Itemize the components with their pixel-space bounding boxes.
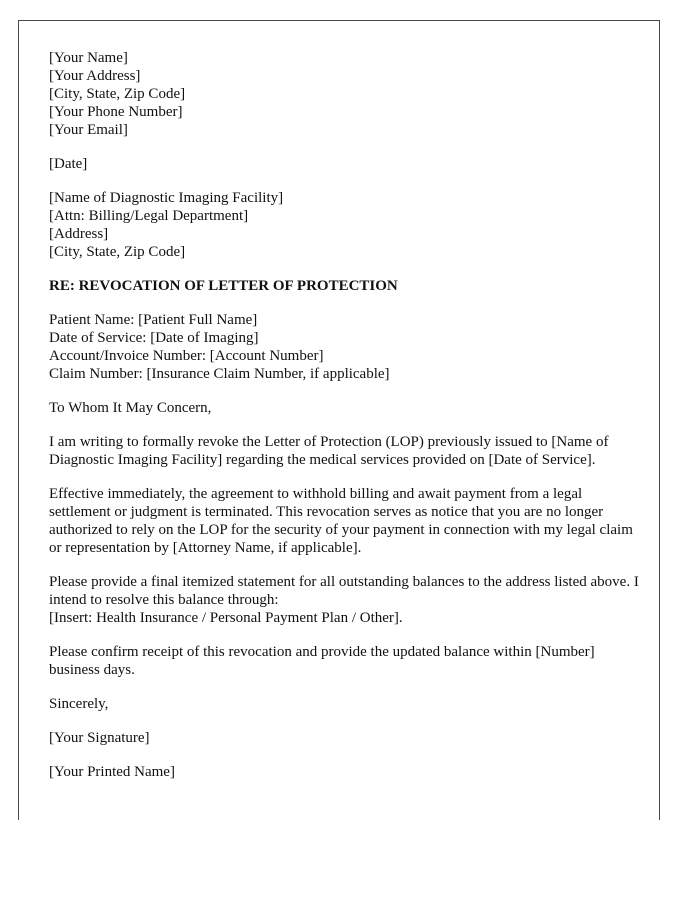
account-number: Account/Invoice Number: [Account Number] xyxy=(49,348,324,364)
patient-name: Patient Name: [Patient Full Name] xyxy=(49,312,258,328)
details-block xyxy=(49,311,645,383)
payment-options: [Insert: Health Insurance / Personal Payment Plan / Other]. xyxy=(49,610,403,626)
sender-name: [Your Name] xyxy=(49,50,128,66)
paragraph-statement-request xyxy=(49,573,645,627)
paragraph-confirmation: Please confirm receipt of this revocation and provide the updated balance within [Number] business days. xyxy=(49,644,595,678)
closing: Sincerely, xyxy=(49,696,109,712)
letter-date: [Date] xyxy=(49,156,88,172)
sender-block xyxy=(49,49,645,139)
letter-body xyxy=(49,49,645,797)
signature-placeholder: [Your Signature] xyxy=(49,730,150,746)
sender-email: [Your Email] xyxy=(49,122,128,138)
statement-request-text: Please provide a final itemized statement for all outstanding balances to the address listed above. I intend to resolve this balance through: xyxy=(49,574,639,608)
paragraph-termination: Effective immediately, the agreement to withhold billing and await payment from a legal settlement or judgment is terminated. This revocation serves as notice that you are no longer authorized to rely on the LOP for the security of your payment in connection with my legal claim or representation by [Attorney Name, if applicable]. xyxy=(49,486,633,556)
sender-address: [Your Address] xyxy=(49,68,141,84)
recipient-address: [Address] xyxy=(49,226,109,242)
recipient-facility: [Name of Diagnostic Imaging Facility] xyxy=(49,190,284,206)
salutation: To Whom It May Concern, xyxy=(49,400,212,416)
printed-name: [Your Printed Name] xyxy=(49,764,175,780)
sender-phone: [Your Phone Number] xyxy=(49,104,183,120)
date-block xyxy=(49,155,645,173)
recipient-attn: [Attn: Billing/Legal Department] xyxy=(49,208,249,224)
recipient-city-state-zip: [City, State, Zip Code] xyxy=(49,244,186,260)
subject-line: RE: REVOCATION OF LETTER OF PROTECTION xyxy=(49,278,398,294)
sender-city-state-zip: [City, State, Zip Code] xyxy=(49,86,186,102)
date-of-service: Date of Service: [Date of Imaging] xyxy=(49,330,259,346)
recipient-block xyxy=(49,189,645,261)
claim-number: Claim Number: [Insurance Claim Number, if applicable] xyxy=(49,366,390,382)
paragraph-revocation: I am writing to formally revoke the Letter of Protection (LOP) previously issued to [Name of Diagnostic Imaging Facility] regarding the medical services provided on [Date of Service]. xyxy=(49,434,609,468)
letter-page xyxy=(18,20,660,820)
